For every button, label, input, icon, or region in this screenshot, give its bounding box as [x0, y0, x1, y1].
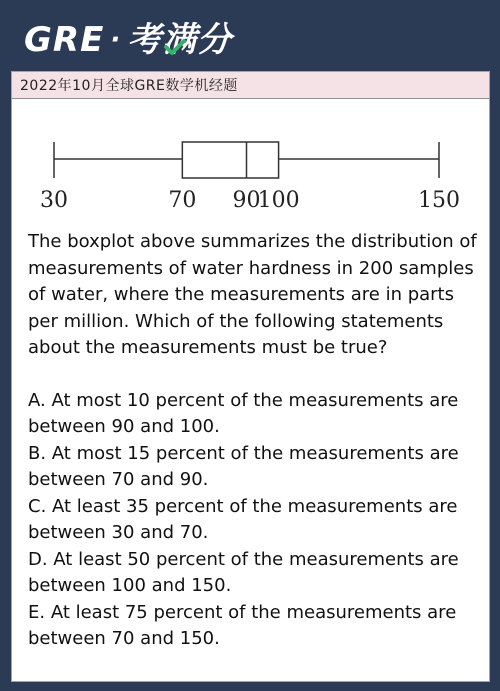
- boxplot-tick-labels: [40, 188, 460, 213]
- option-a[interactable]: A. At most 10 percent of the measurements are between 90 and 100.: [28, 389, 459, 437]
- question-stem: The boxplot above summarizes the distribution of measurements of water hardness in 200 samples of water, where the measurements are in parts per million. Which of the following statements about the measurements must be true?: [28, 231, 477, 358]
- tick-label: 30: [40, 188, 68, 213]
- question-body: [28, 229, 478, 653]
- tick-label: 70: [168, 188, 197, 213]
- option-c[interactable]: C. At least 35 percent of the measurements are between 30 and 70.: [28, 495, 458, 543]
- tick-label: 150: [418, 188, 460, 213]
- option-d[interactable]: D. At least 50 percent of the measurements are between 100 and 150.: [28, 548, 459, 596]
- option-b[interactable]: B. At most 15 percent of the measurements are between 70 and 90.: [28, 442, 459, 490]
- answer-options: [28, 388, 478, 653]
- option-e[interactable]: E. At least 75 percent of the measurements are between 70 and 150.: [28, 601, 457, 649]
- check-icon: [164, 38, 186, 56]
- brand-logo: [24, 18, 232, 62]
- logo-separator: ·: [110, 25, 122, 55]
- logo-brand: GRE: [24, 20, 105, 60]
- tick-label: 100: [257, 188, 300, 213]
- logo-name: 考满分: [127, 20, 233, 60]
- boxplot-box: [182, 142, 278, 178]
- header-bar: [12, 72, 489, 99]
- tick-label: 90: [232, 188, 261, 213]
- question-card: [11, 71, 490, 682]
- page-title: 2022年10月全球GRE数学机经题: [20, 78, 238, 94]
